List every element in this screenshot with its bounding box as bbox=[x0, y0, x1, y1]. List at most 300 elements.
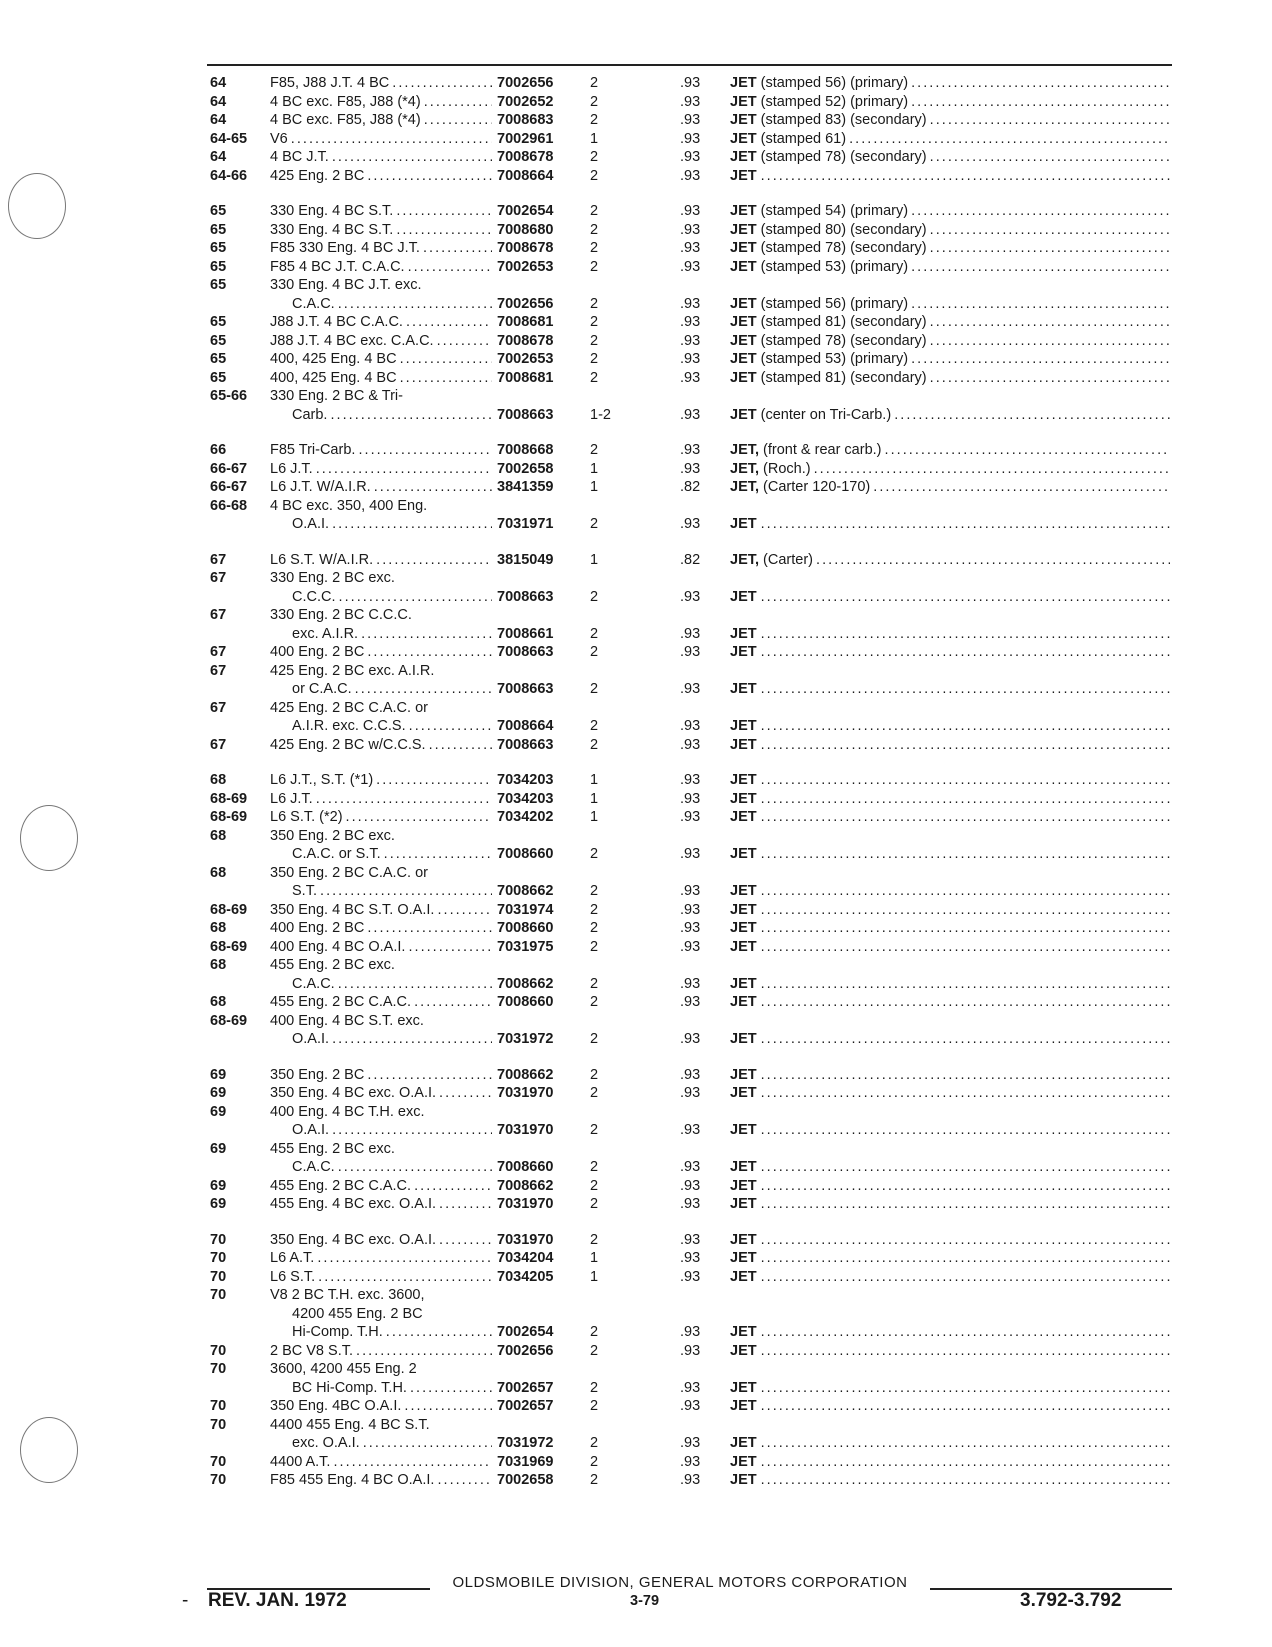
part-name-main: JET bbox=[730, 846, 757, 862]
part-name bbox=[730, 1434, 1170, 1453]
price: .93 bbox=[680, 1398, 701, 1414]
application-description: 4200 455 Eng. 2 BC bbox=[292, 1305, 423, 1322]
application-description: 3600, 4200 455 Eng. 2 bbox=[270, 1361, 417, 1377]
quantity: 2 bbox=[590, 93, 599, 110]
section-gap bbox=[210, 754, 1172, 771]
part-name-main: JET bbox=[730, 736, 757, 753]
price: .93 bbox=[680, 1342, 701, 1359]
quantity: 2 bbox=[590, 846, 599, 862]
price: .93 bbox=[680, 1453, 701, 1470]
price: .93 bbox=[680, 167, 701, 184]
quantity: 2 bbox=[590, 258, 599, 275]
quantity: 2 bbox=[590, 1472, 599, 1488]
model-year: 69 bbox=[210, 1085, 227, 1101]
footer-dash: - bbox=[182, 1590, 189, 1611]
price: .93 bbox=[680, 369, 701, 386]
part-name bbox=[730, 167, 1170, 186]
price: .93 bbox=[680, 460, 701, 477]
table-row bbox=[210, 1379, 1172, 1398]
quantity: 1 bbox=[590, 479, 599, 495]
price: .93 bbox=[680, 772, 701, 788]
quantity: 2 bbox=[590, 920, 599, 936]
price: .93 bbox=[680, 332, 701, 349]
quantity: 2 bbox=[590, 1122, 599, 1138]
part-name bbox=[730, 1268, 1170, 1287]
table-row bbox=[210, 276, 1172, 295]
part-name-detail: (front & rear carb.) . . . bbox=[763, 442, 1170, 458]
model-year: 66-67 bbox=[210, 460, 248, 477]
price: .93 bbox=[680, 1231, 701, 1248]
price: .93 bbox=[680, 149, 701, 165]
part-number: 7008663 bbox=[497, 406, 554, 423]
quantity: 2 bbox=[590, 1085, 599, 1101]
quantity: 2 bbox=[590, 369, 599, 386]
application-description: 4 BC exc. 350, 400 Eng. bbox=[270, 497, 428, 514]
part-name bbox=[730, 736, 1170, 755]
application-description: or C.A.C. . . . bbox=[292, 680, 492, 699]
part-name bbox=[730, 239, 1170, 258]
part-number: 7031975 bbox=[497, 938, 554, 955]
part-name-main: JET bbox=[730, 1398, 757, 1414]
section-gap bbox=[210, 534, 1172, 551]
part-name-main: JET bbox=[730, 681, 757, 697]
part-name-detail bbox=[761, 883, 1170, 899]
table-row bbox=[210, 1305, 1172, 1324]
part-name-main: JET bbox=[730, 295, 757, 312]
application-description: 330 Eng. 4 BC S.T. . . . bbox=[270, 202, 492, 221]
application-description: F85 Tri-Carb. . . . bbox=[270, 441, 492, 460]
table-row bbox=[210, 130, 1172, 149]
part-name bbox=[730, 717, 1170, 736]
part-number: 7008660 bbox=[497, 994, 554, 1010]
part-name-main: JET bbox=[730, 883, 757, 899]
price: .93 bbox=[680, 846, 701, 862]
application-description: 400 Eng. 2 BC . . . bbox=[270, 643, 492, 662]
model-year: 66-68 bbox=[210, 497, 248, 514]
table-row bbox=[210, 864, 1172, 883]
application-description: L6 S.T. W/A.I.R. . . . bbox=[270, 551, 492, 570]
table-row bbox=[210, 771, 1172, 790]
application-description: 425 Eng. 2 BC exc. A.I.R. bbox=[270, 662, 435, 679]
application-description: 455 Eng. 2 BC exc. bbox=[270, 1140, 395, 1157]
part-name bbox=[730, 1249, 1170, 1268]
table-row bbox=[210, 202, 1172, 221]
table-row bbox=[210, 717, 1172, 736]
table-row bbox=[210, 369, 1172, 388]
part-name-detail bbox=[761, 168, 1170, 184]
price: .93 bbox=[680, 625, 701, 642]
model-year: 65 bbox=[210, 369, 227, 386]
table-row bbox=[210, 295, 1172, 314]
part-number: 7002653 bbox=[497, 351, 554, 367]
model-year: 67 bbox=[210, 570, 227, 586]
price: .93 bbox=[680, 221, 701, 238]
part-number: 7031969 bbox=[497, 1453, 554, 1470]
quantity: 1 bbox=[590, 460, 599, 477]
table-row bbox=[210, 148, 1172, 167]
part-number: 7031970 bbox=[497, 1085, 554, 1101]
table-row bbox=[210, 1030, 1172, 1049]
quantity: 1 bbox=[590, 130, 599, 147]
application-description: 400 Eng. 2 BC . . . bbox=[270, 919, 492, 938]
model-year: 68 bbox=[210, 864, 227, 881]
part-name-main: JET bbox=[730, 920, 757, 936]
model-year: 65 bbox=[210, 221, 227, 238]
table-row bbox=[210, 1195, 1172, 1214]
parts-table bbox=[210, 74, 1172, 1490]
part-number: 7002654 bbox=[497, 1324, 554, 1340]
application-description: 2 BC V8 S.T. . . . bbox=[270, 1342, 492, 1361]
part-number: 7031970 bbox=[497, 1196, 554, 1212]
section-gap bbox=[210, 185, 1172, 202]
part-name bbox=[730, 790, 1170, 809]
application-description: 400, 425 Eng. 4 BC . . . bbox=[270, 369, 492, 388]
model-year: 70 bbox=[210, 1268, 227, 1285]
part-name-detail bbox=[761, 1250, 1170, 1266]
part-number: 7008662 bbox=[497, 975, 554, 992]
part-name-detail: (stamped 56) (primary) . . . bbox=[761, 75, 1170, 91]
table-row bbox=[210, 1268, 1172, 1287]
table-row bbox=[210, 1158, 1172, 1177]
part-name-detail: (stamped 81) (secondary) . . . bbox=[761, 314, 1170, 330]
model-year: 65 bbox=[210, 258, 227, 275]
application-description: 400 Eng. 4 BC S.T. exc. bbox=[270, 1012, 424, 1029]
table-row bbox=[210, 239, 1172, 258]
part-name-detail bbox=[761, 1454, 1170, 1470]
part-name bbox=[730, 1084, 1170, 1103]
part-name-main: JET bbox=[730, 112, 757, 128]
application-description: 350 Eng. 2 BC C.A.C. or bbox=[270, 864, 428, 881]
part-name-main: JET bbox=[730, 938, 757, 955]
application-description: 330 Eng. 4 BC S.T. . . . bbox=[270, 221, 492, 240]
part-name bbox=[730, 1231, 1170, 1250]
part-number: 3841359 bbox=[497, 479, 554, 495]
price: .93 bbox=[680, 258, 701, 275]
part-name-detail bbox=[761, 718, 1170, 734]
part-number: 7008663 bbox=[497, 736, 554, 753]
table-row bbox=[210, 736, 1172, 755]
application-description: 4 BC exc. F85, J88 (*4) . . . bbox=[270, 93, 492, 112]
model-year: 68-69 bbox=[210, 790, 248, 807]
part-name bbox=[730, 1121, 1170, 1140]
part-name-main: JET bbox=[730, 314, 757, 330]
application-description: L6 J.T. W/A.I.R. . . . bbox=[270, 478, 492, 497]
table-row bbox=[210, 662, 1172, 681]
part-number: 7002658 bbox=[497, 1472, 554, 1488]
application-description: V8 2 BC T.H. exc. 3600, bbox=[270, 1287, 425, 1303]
part-name bbox=[730, 845, 1170, 864]
table-row bbox=[210, 975, 1172, 994]
part-number: 7002654 bbox=[497, 203, 554, 219]
price: .93 bbox=[680, 295, 701, 312]
application-description: 4 BC exc. F85, J88 (*4) . . . bbox=[270, 111, 492, 130]
part-name-detail: (Carter 120-170) . . . bbox=[763, 479, 1170, 495]
table-row bbox=[210, 478, 1172, 497]
price: .93 bbox=[680, 351, 701, 367]
part-name-detail bbox=[761, 1324, 1170, 1340]
part-name-detail bbox=[761, 737, 1170, 753]
model-year: 70 bbox=[210, 1361, 227, 1377]
punch-hole-middle bbox=[20, 805, 78, 871]
part-name bbox=[730, 1177, 1170, 1196]
part-name-detail bbox=[761, 626, 1170, 642]
part-name-main: JET bbox=[730, 93, 757, 110]
quantity: 2 bbox=[590, 975, 599, 992]
part-name bbox=[730, 478, 1170, 497]
part-number: 7008678 bbox=[497, 240, 554, 256]
price: .93 bbox=[680, 314, 701, 330]
quantity: 2 bbox=[590, 516, 599, 532]
part-name bbox=[730, 1030, 1170, 1049]
application-description: BC Hi-Comp. T.H. . . . bbox=[292, 1379, 492, 1398]
application-description: 4 BC J.T. . . . bbox=[270, 148, 492, 167]
part-name-main: JET bbox=[730, 1122, 757, 1138]
table-row bbox=[210, 1249, 1172, 1268]
model-year: 70 bbox=[210, 1287, 227, 1303]
quantity: 2 bbox=[590, 718, 599, 734]
quantity: 2 bbox=[590, 1196, 599, 1212]
table-row bbox=[210, 919, 1172, 938]
model-year: 64 bbox=[210, 93, 227, 110]
price: .93 bbox=[680, 1379, 701, 1396]
model-year: 67 bbox=[210, 551, 227, 568]
table-row bbox=[210, 1342, 1172, 1361]
quantity: 2 bbox=[590, 295, 599, 312]
table-row bbox=[210, 625, 1172, 644]
table-row bbox=[210, 938, 1172, 957]
table-row bbox=[210, 1177, 1172, 1196]
quantity: 1-2 bbox=[590, 406, 611, 423]
part-name-detail: (stamped 53) (primary) . . . bbox=[761, 259, 1170, 275]
part-name bbox=[730, 1323, 1170, 1342]
table-row bbox=[210, 1397, 1172, 1416]
part-name-main: JET bbox=[730, 1472, 757, 1488]
part-name-detail: (stamped 81) (secondary) . . . bbox=[761, 370, 1170, 386]
part-number: 7008664 bbox=[497, 718, 554, 734]
table-row bbox=[210, 441, 1172, 460]
part-name-detail: (stamped 78) (secondary) . . . bbox=[761, 333, 1170, 349]
quantity: 1 bbox=[590, 790, 599, 807]
model-year: 66-67 bbox=[210, 479, 248, 495]
application-description: 330 Eng. 4 BC J.T. exc. bbox=[270, 277, 422, 293]
quantity: 1 bbox=[590, 1268, 599, 1285]
part-number: 7008660 bbox=[497, 1159, 554, 1175]
part-name-detail bbox=[761, 1196, 1170, 1212]
table-row bbox=[210, 1471, 1172, 1490]
part-name bbox=[730, 1195, 1170, 1214]
model-year: 65 bbox=[210, 240, 227, 256]
part-name-detail: (stamped 52) (primary) . . . bbox=[761, 94, 1170, 110]
model-year: 67 bbox=[210, 662, 227, 679]
part-name bbox=[730, 74, 1170, 93]
table-row bbox=[210, 569, 1172, 588]
model-year: 64 bbox=[210, 112, 227, 128]
application-description: O.A.I. . . . bbox=[292, 515, 492, 534]
price: .93 bbox=[680, 1268, 701, 1285]
table-row bbox=[210, 497, 1172, 516]
table-row bbox=[210, 901, 1172, 920]
table-row bbox=[210, 387, 1172, 406]
application-description: 400 Eng. 4 BC T.H. exc. bbox=[270, 1103, 425, 1120]
price: .93 bbox=[680, 516, 701, 532]
part-name bbox=[730, 771, 1170, 790]
part-name-detail bbox=[761, 772, 1170, 788]
model-year: 65-66 bbox=[210, 388, 248, 404]
part-number: 7002653 bbox=[497, 258, 554, 275]
part-number: 7002656 bbox=[497, 295, 554, 312]
price: .93 bbox=[680, 1324, 701, 1340]
application-description: F85 330 Eng. 4 BC J.T. . . . bbox=[270, 239, 492, 258]
table-row bbox=[210, 827, 1172, 846]
part-name-detail bbox=[761, 994, 1170, 1010]
model-year: 68-69 bbox=[210, 809, 248, 825]
part-number: 7008663 bbox=[497, 681, 554, 697]
model-year: 69 bbox=[210, 1196, 227, 1212]
model-year: 65 bbox=[210, 314, 227, 330]
application-description: 330 Eng. 2 BC C.C.C. bbox=[270, 607, 412, 623]
price: .93 bbox=[680, 240, 701, 256]
application-description: O.A.I. . . . bbox=[292, 1030, 492, 1049]
model-year: 68 bbox=[210, 827, 227, 844]
part-name-main: JET bbox=[730, 1231, 757, 1248]
part-number: 7002657 bbox=[497, 1379, 554, 1396]
part-number: 7002961 bbox=[497, 130, 554, 147]
table-row bbox=[210, 1434, 1172, 1453]
table-row bbox=[210, 790, 1172, 809]
part-name-detail: (stamped 78) (secondary) . . . bbox=[761, 240, 1170, 256]
part-name-main: JET bbox=[730, 901, 757, 918]
application-description: 350 Eng. 4 BC exc. O.A.I. . . . bbox=[270, 1084, 492, 1103]
part-name-detail: (stamped 56) (primary) . . . bbox=[761, 296, 1170, 312]
part-number: 7034205 bbox=[497, 1268, 554, 1285]
application-description: 350 Eng. 2 BC . . . bbox=[270, 1066, 492, 1085]
table-row bbox=[210, 221, 1172, 240]
application-description: 455 Eng. 2 BC C.A.C. . . . bbox=[270, 993, 492, 1012]
part-name bbox=[730, 1397, 1170, 1416]
application-description: L6 J.T. . . . bbox=[270, 460, 492, 479]
part-name-detail: (stamped 53) (primary) . . . bbox=[761, 351, 1170, 367]
quantity: 2 bbox=[590, 901, 599, 918]
part-name-main: JET bbox=[730, 406, 757, 423]
part-name-detail bbox=[761, 976, 1170, 992]
table-row bbox=[210, 1453, 1172, 1472]
quantity: 2 bbox=[590, 736, 599, 753]
part-name-main: JET bbox=[730, 1085, 757, 1101]
price: .93 bbox=[680, 681, 701, 697]
model-year: 68 bbox=[210, 920, 227, 936]
quantity: 2 bbox=[590, 994, 599, 1010]
price: .93 bbox=[680, 1159, 701, 1175]
part-number: 7008663 bbox=[497, 588, 554, 605]
part-name bbox=[730, 993, 1170, 1012]
footer-page-number: 3-79 bbox=[630, 1593, 660, 1609]
part-number: 7008662 bbox=[497, 1066, 554, 1083]
part-name bbox=[730, 919, 1170, 938]
price: .93 bbox=[680, 112, 701, 128]
part-number: 7031971 bbox=[497, 516, 554, 532]
model-year: 65 bbox=[210, 203, 227, 219]
part-number: 7031974 bbox=[497, 901, 554, 918]
model-year: 70 bbox=[210, 1416, 227, 1433]
application-description: C.A.C. . . . bbox=[292, 975, 492, 994]
application-description: C.A.C. . . . bbox=[292, 1158, 492, 1177]
part-number: 7034203 bbox=[497, 772, 554, 788]
part-name-main: JET bbox=[730, 1066, 757, 1083]
application-description: 330 Eng. 2 BC & Tri- bbox=[270, 388, 403, 404]
part-name bbox=[730, 111, 1170, 130]
table-row bbox=[210, 258, 1172, 277]
quantity: 2 bbox=[590, 112, 599, 128]
model-year: 64 bbox=[210, 149, 227, 165]
quantity: 1 bbox=[590, 772, 599, 788]
part-number: 7031972 bbox=[497, 1435, 554, 1451]
price: .93 bbox=[680, 644, 701, 660]
part-name bbox=[730, 1066, 1170, 1085]
model-year: 70 bbox=[210, 1231, 227, 1248]
part-name-detail: (stamped 54) (primary) . . . bbox=[761, 203, 1170, 219]
part-number: 7008660 bbox=[497, 920, 554, 936]
part-name-main: JET bbox=[730, 167, 757, 184]
model-year: 67 bbox=[210, 607, 227, 623]
model-year: 69 bbox=[210, 1066, 227, 1083]
part-number: 7008678 bbox=[497, 149, 554, 165]
part-name bbox=[730, 93, 1170, 112]
quantity: 2 bbox=[590, 149, 599, 165]
table-row bbox=[210, 515, 1172, 534]
quantity: 2 bbox=[590, 1379, 599, 1396]
table-row bbox=[210, 1121, 1172, 1140]
application-description: 455 Eng. 2 BC exc. bbox=[270, 957, 395, 973]
model-year: 70 bbox=[210, 1453, 227, 1470]
part-name bbox=[730, 295, 1170, 314]
footer-corporation: OLDSMOBILE DIVISION, GENERAL MOTORS CORPORATION bbox=[452, 1574, 908, 1591]
part-name bbox=[730, 332, 1170, 351]
part-name-detail bbox=[761, 1122, 1170, 1138]
part-name-main: JET bbox=[730, 75, 757, 91]
application-description: 400, 425 Eng. 4 BC . . . bbox=[270, 350, 492, 369]
part-name bbox=[730, 938, 1170, 957]
quantity: 1 bbox=[590, 1250, 599, 1266]
table-row bbox=[210, 1231, 1172, 1250]
model-year: 68-69 bbox=[210, 901, 248, 918]
table-row bbox=[210, 1066, 1172, 1085]
part-name-main: JET bbox=[730, 1435, 757, 1451]
application-description: J88 J.T. 4 BC exc. C.A.C. . . . bbox=[270, 332, 492, 351]
quantity: 1 bbox=[590, 551, 599, 568]
part-name-main: JET bbox=[730, 149, 757, 165]
part-name-detail bbox=[761, 791, 1170, 807]
application-description: V6 . . . bbox=[270, 130, 492, 149]
table-row bbox=[210, 1323, 1172, 1342]
part-name-main: JET bbox=[730, 221, 757, 238]
part-name bbox=[730, 551, 1170, 570]
section-gap bbox=[210, 1214, 1172, 1231]
part-number: 7008662 bbox=[497, 1177, 554, 1194]
application-description: 425 Eng. 2 BC C.A.C. or bbox=[270, 699, 428, 716]
part-name-main: JET bbox=[730, 516, 757, 532]
part-number: 7008681 bbox=[497, 369, 554, 386]
table-row bbox=[210, 845, 1172, 864]
price: .93 bbox=[680, 406, 701, 423]
quantity: 2 bbox=[590, 1324, 599, 1340]
model-year: 70 bbox=[210, 1342, 227, 1359]
application-description: L6 S.T. (*2) . . . bbox=[270, 808, 492, 827]
price: .93 bbox=[680, 1250, 701, 1266]
part-name bbox=[730, 313, 1170, 332]
quantity: 2 bbox=[590, 625, 599, 642]
part-name-main: JET bbox=[730, 1379, 757, 1396]
quantity: 1 bbox=[590, 809, 599, 825]
